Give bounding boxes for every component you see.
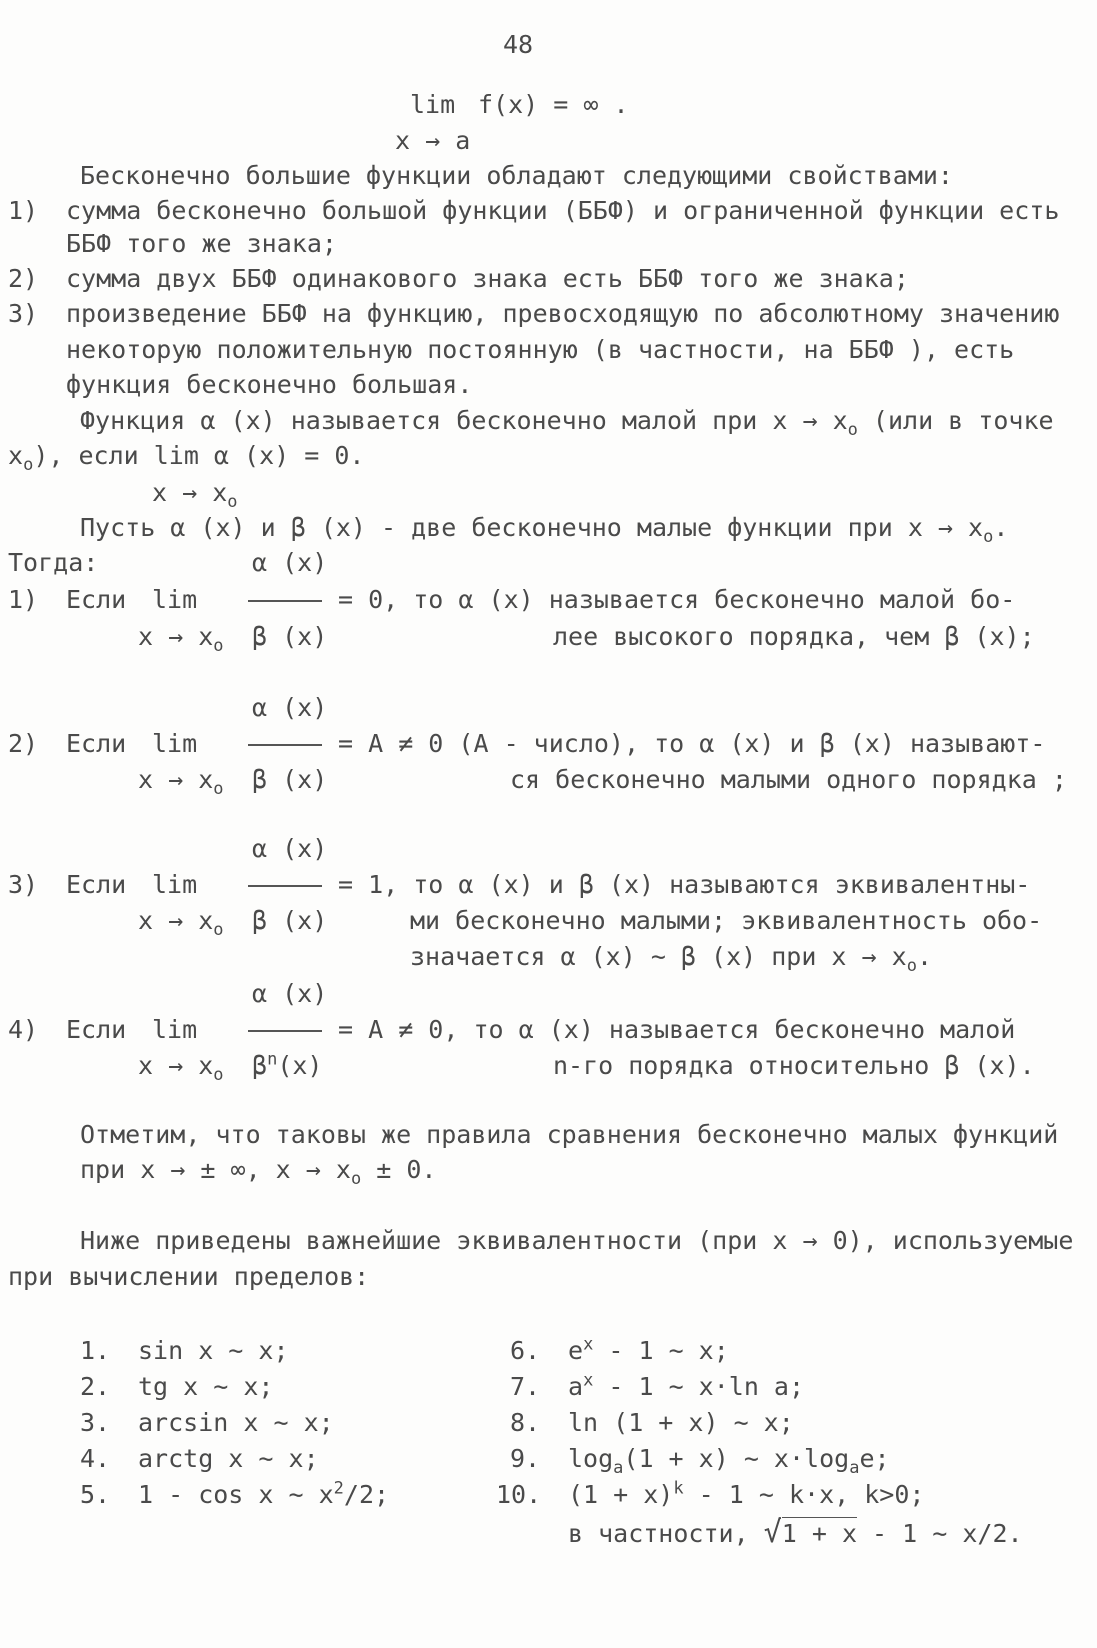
let-line: Пусть α (x) и β (x) - две бесконечно малые функции при $x \to x_o$. — [80, 513, 1009, 547]
equiv-7-number: 7. — [510, 1372, 541, 1401]
equiv-5-number: 5. — [80, 1480, 111, 1509]
case-2-number: 2) — [8, 729, 39, 758]
equiv-9-number: 9. — [510, 1444, 541, 1473]
case-1-rhs-line-2: лее высокого порядка, чем β (x); — [553, 622, 1035, 651]
case-4-denominator: $\beta^n(x)$ — [252, 1049, 323, 1080]
equiv-6-formula: $e^x - 1$ ∼ x; — [568, 1334, 729, 1365]
case-4-numerator: α (x) — [252, 979, 328, 1008]
case-1-numerator: α (x) — [252, 548, 328, 577]
lim-word: lim — [410, 90, 456, 119]
case-1-rhs-line-1: = 0, то α (x) называется бесконечно малой бо- — [338, 585, 1016, 614]
case-2-denominator: β (x) — [252, 765, 328, 794]
case-4-rhs-line-1: = A ≠ 0, то α (x) называется бесконечно малой — [338, 1015, 1016, 1044]
equiv-10-number: 10. — [496, 1480, 542, 1509]
case-3-rhs-line-3: значается α (x) ∼ β (x) при $x \to x_o$. — [410, 942, 933, 976]
case-2-lim: lim — [152, 729, 198, 758]
case-3-rhs-line-2: ми бесконечно малыми; эквивалентность обо- — [410, 906, 1043, 935]
case-2-rhs-line-1: = A ≠ 0 (A - число), то α (x) и β (x) называют- — [338, 729, 1046, 758]
equiv-2-formula: tg x ∼ x; — [138, 1372, 274, 1401]
case-1-if: Если — [66, 585, 127, 614]
case-3-number: 3) — [8, 870, 39, 899]
lim-expression: f(x) = ∞ . — [478, 90, 629, 119]
then-word: Тогда: — [8, 548, 99, 577]
case-4-if: Если — [66, 1015, 127, 1044]
property-1-line-2: ББФ того же знака; — [66, 229, 337, 258]
sqrt-sign: √ — [763, 1515, 782, 1550]
case-2-numerator: α (x) — [252, 693, 328, 722]
note-line-1: Отметим, что таковы же правила сравнения бесконечно малых функций — [80, 1120, 1059, 1149]
definition-line-1: Функция α (x) называется бесконечно малой при $x \to x_o$ (или в точке — [80, 406, 1054, 440]
equiv-6-number: 6. — [510, 1336, 541, 1365]
case-3-rhs-line-1: = 1, то α (x) и β (x) называются эквивалентны- — [338, 870, 1031, 899]
case-2-fraction-bar — [248, 744, 322, 746]
equiv-7-formula: $a^x - 1$ ∼ x·ln a; — [568, 1370, 805, 1401]
case-3-denominator: β (x) — [252, 906, 328, 935]
case-3-lim: lim — [152, 870, 198, 899]
property-2-number: 2) — [8, 264, 39, 293]
equiv-1-number: 1. — [80, 1336, 111, 1365]
equivalences-intro-line-2: при вычислении пределов: — [8, 1262, 370, 1291]
case-2-rhs-line-2: ся бесконечно малыми одного порядка ; — [510, 765, 1067, 794]
equiv-1-formula: sin x ∼ x; — [138, 1336, 289, 1365]
equiv-8-number: 8. — [510, 1408, 541, 1437]
case-4-rhs-line-2: n-го порядка относительно β (x). — [553, 1051, 1035, 1080]
case-4-under: $x \to x_o$ — [138, 1051, 224, 1085]
case-3-fraction-bar — [248, 885, 322, 887]
equiv-2-number: 2. — [80, 1372, 111, 1401]
definition-under: $x \to x_o$ — [152, 478, 238, 512]
case-4-lim: lim — [152, 1015, 198, 1044]
property-3-line-3: функция бесконечно большая. — [66, 370, 473, 399]
case-1-fraction-bar — [248, 600, 322, 602]
case-1-under: $x \to x_o$ — [138, 622, 224, 656]
case-3-under: $x \to x_o$ — [138, 906, 224, 940]
case-2-if: Если — [66, 729, 127, 758]
equiv-4-number: 4. — [80, 1444, 111, 1473]
property-2-line-1: сумма двух ББФ одинакового знака есть ББФ того же знака; — [66, 264, 909, 293]
property-3-line-1: произведение ББФ на функцию, превосходящую по абсолютному значению — [66, 299, 1060, 328]
sqrt-radicand: 1 + x — [781, 1519, 857, 1548]
property-1-line-1: сумма бесконечно большой функции (ББФ) и ограниченной функции есть — [66, 196, 1060, 225]
case-1-lim: lim — [152, 585, 198, 614]
equiv-3-formula: arcsin x ∼ x; — [138, 1408, 334, 1437]
equiv-9-formula: $\log_a(1 + x)$ ∼ $x\cdot\log_ae$; — [568, 1444, 890, 1478]
case-4-number: 4) — [8, 1015, 39, 1044]
case-2-under: $x \to x_o$ — [138, 765, 224, 799]
case-4-fraction-bar — [248, 1030, 322, 1032]
note-line-2: при x → ± ∞, $x \to x_o \pm 0$. — [80, 1155, 437, 1189]
definition-line-2: $x_o$), если lim α (x) = 0. — [8, 441, 365, 475]
in-particular-line: в частности, √1 + x - 1 ∼ x/2. — [568, 1515, 1023, 1550]
case-3-numerator: α (x) — [252, 834, 328, 863]
case-1-denominator: β (x) — [252, 622, 328, 651]
equiv-8-formula: ln (1 + x) ∼ x; — [568, 1408, 794, 1437]
equiv-3-number: 3. — [80, 1408, 111, 1437]
equiv-5-formula: 1 - cos x ∼ $x^2/2$; — [138, 1478, 390, 1509]
equiv-10-formula: $(1 + x)^k - 1$ ∼ k·x, k>0; — [568, 1478, 925, 1509]
page-number: 48 — [503, 30, 534, 59]
equivalences-intro-line-1: Ниже приведены важнейшие эквивалентности (при x → 0), используемые — [80, 1226, 1074, 1255]
properties-intro: Бесконечно большие функции обладают следующими свойствами: — [80, 161, 953, 190]
property-3-number: 3) — [8, 299, 39, 328]
case-3-if: Если — [66, 870, 127, 899]
case-1-number: 1) — [8, 585, 39, 614]
equiv-4-formula: arctg x ∼ x; — [138, 1444, 319, 1473]
lim-under: x → a — [395, 126, 471, 155]
property-3-line-2: некоторую положительную постоянную (в частности, на ББФ ), есть — [66, 335, 1015, 364]
property-1-number: 1) — [8, 196, 39, 225]
